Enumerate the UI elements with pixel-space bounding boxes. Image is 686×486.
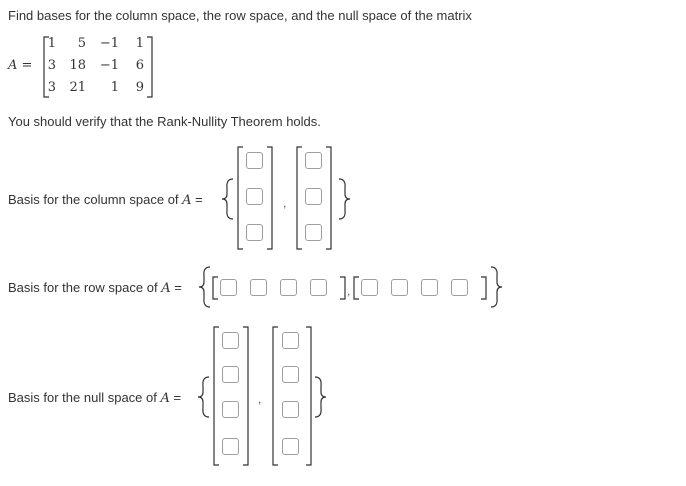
matrix-cell-r3c1: 3 xyxy=(47,80,56,95)
column-space-eq: = xyxy=(191,192,203,207)
matrix-cell-r2c1: 3 xyxy=(47,58,56,73)
null-vector-2-entry-3[interactable] xyxy=(282,401,299,418)
column-space-label-text: Basis for the column space of xyxy=(8,192,183,207)
null-vector-2-entry-1[interactable] xyxy=(282,332,299,349)
null-space-eq: = xyxy=(169,390,182,405)
null-space-var: A xyxy=(160,391,170,406)
null-vector-2-entry-4[interactable] xyxy=(282,438,299,455)
matrix-equals: = xyxy=(21,58,33,73)
null-vector-1-entry-2[interactable] xyxy=(222,366,239,383)
null-space-label-text: Basis for the null space of xyxy=(8,390,161,405)
problem-prompt: Find bases for the column space, the row space, and the null space of the matrix xyxy=(8,8,472,23)
row-space-label-text: Basis for the row space of xyxy=(8,280,162,295)
null-space-separator: , xyxy=(258,392,262,406)
row-space-eq: = xyxy=(170,280,182,295)
null-vector-1-entry-3[interactable] xyxy=(222,401,239,418)
null-vector-1-entry-1[interactable] xyxy=(222,332,239,349)
row-space-var: A xyxy=(161,281,171,296)
matrix-cell-r2c3: −1 xyxy=(99,58,119,73)
column-space-separator: , xyxy=(283,196,287,210)
null-vector-2-entry-2[interactable] xyxy=(282,366,299,383)
matrix-cell-r1c3: −1 xyxy=(99,36,119,51)
null-vector-1-entry-4[interactable] xyxy=(222,438,239,455)
matrix-cell-r3c4: 9 xyxy=(135,80,144,95)
row-space-separator: , xyxy=(347,284,351,298)
null-space-right-brace xyxy=(314,376,328,418)
matrix-cell-r1c4: 1 xyxy=(135,36,144,51)
matrix-cell-r1c2: 5 xyxy=(77,36,86,51)
verify-note: You should verify that the Rank-Nullity Theorem holds. xyxy=(8,114,321,129)
matrix-name: A xyxy=(8,58,18,73)
matrix-cell-r2c2: 18 xyxy=(69,58,86,73)
matrix-cell-r3c3: 1 xyxy=(110,80,119,95)
matrix-cell-r2c4: 6 xyxy=(135,58,144,73)
matrix-cell-r1c1: 1 xyxy=(47,36,56,51)
null-space-left-brace xyxy=(197,376,211,418)
column-space-var: A xyxy=(182,193,192,208)
matrix-cell-r3c2: 21 xyxy=(69,80,86,95)
